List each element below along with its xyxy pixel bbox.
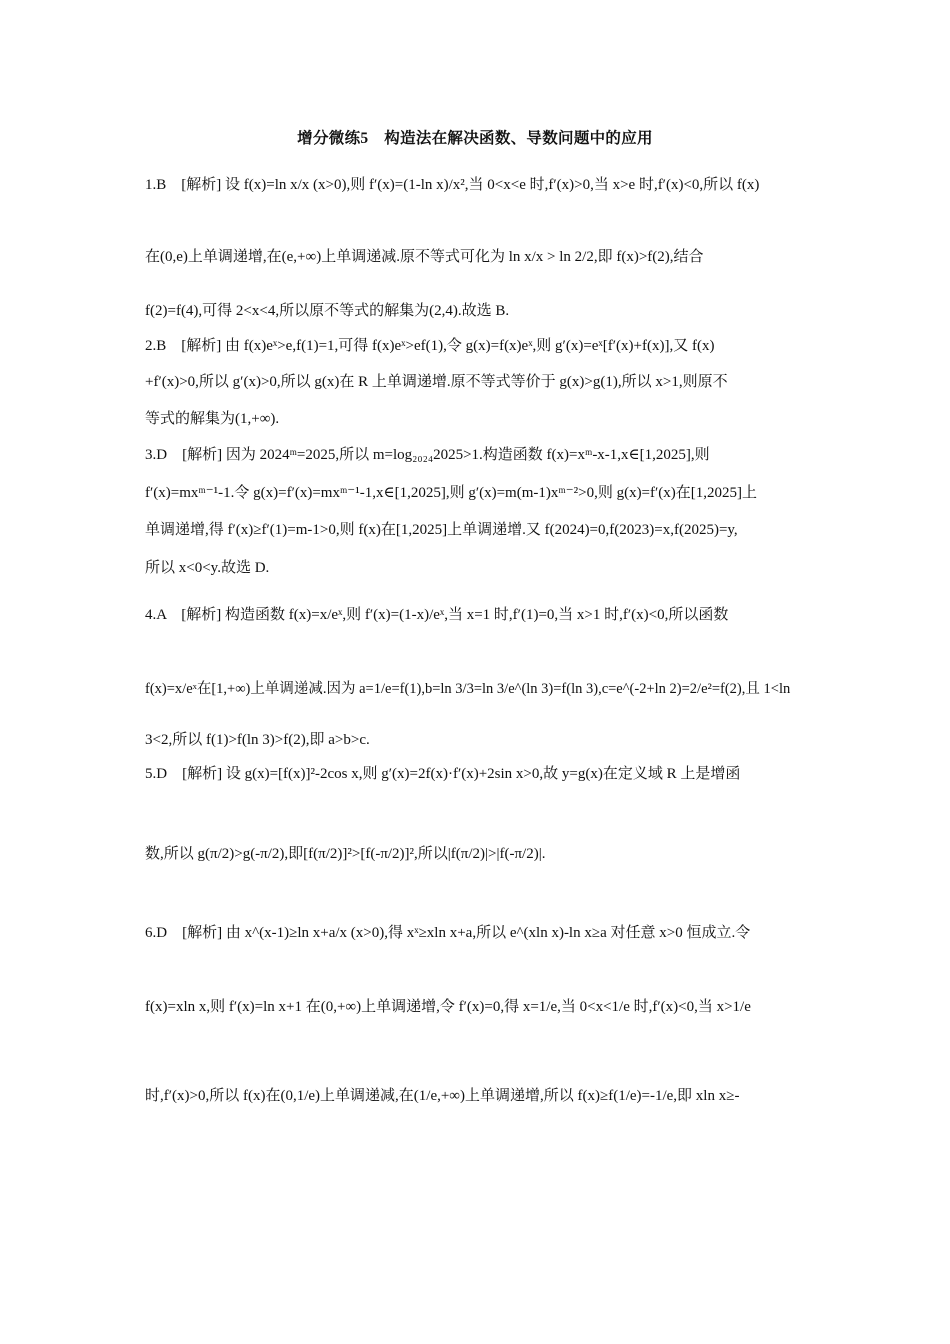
solution-6-line-3: 时,f′(x)>0,所以 f(x)在(0,1/e)上单调递减,在(1/e,+∞)上单调递增,所以 f(x)≥f(1/e)=-1/e,即 xln x≥- [145, 1088, 740, 1104]
solution-2-line-3: 等式的解集为(1,+∞). [145, 411, 280, 427]
page-title: 增分微练5 构造法在解决函数、导数问题中的应用 [297, 130, 653, 147]
solution-2-line-1: 2.B [解析] 由 f(x)eˣ>e,f(1)=1,可得 f(x)eˣ>ef(1),令 g(x)=f(x)eˣ,则 g′(x)=eˣ[f′(x)+f(x)],又 f(x) [145, 338, 715, 354]
solution-1-line-1: 1.B [解析] 设 f(x)=ln x/x (x>0),则 f′(x)=(1-ln x)/x²,当 0<x<e 时,f′(x)>0,当 x>e 时,f′(x)<0,所以 f(x) [145, 177, 760, 193]
solution-1-line-2: 在(0,e)上单调递增,在(e,+∞)上单调递减.原不等式可化为 ln x/x > ln 2/2,即 f(x)>f(2),结合 [145, 249, 704, 265]
solution-4-line-1: 4.A [解析] 构造函数 f(x)=x/eˣ,则 f′(x)=(1-x)/eˣ,当 x=1 时,f′(1)=0,当 x>1 时,f′(x)<0,所以函数 [145, 607, 729, 623]
solution-6-line-1: 6.D [解析] 由 x^(x-1)≥ln x+a/x (x>0),得 xˣ≥xln x+a,所以 e^(xln x)-ln x≥a 对任意 x>0 恒成立.令 [145, 925, 751, 941]
solution-3-line-3: 单调递增,得 f′(x)≥f′(1)=m-1>0,则 f(x)在[1,2025]上单调递增.又 f(2024)=0,f(2023)=x,f(2025)=y, [145, 522, 738, 538]
solution-3-line-4: 所以 x<0<y.故选 D. [145, 560, 270, 576]
solution-1-line-3: f(2)=f(4),可得 2<x<4,所以原不等式的解集为(2,4).故选 B. [145, 303, 510, 319]
solution-5-line-2: 数,所以 g(π/2)>g(-π/2),即[f(π/2)]²>[f(-π/2)]²,所以|f(π/2)|>|f(-π/2)|. [145, 846, 546, 862]
solution-3-line-2: f′(x)=mxᵐ⁻¹-1.令 g(x)=f′(x)=mxᵐ⁻¹-1,x∈[1,2025],则 g′(x)=m(m-1)xᵐ⁻²>0,则 g(x)=f′(x)在[1,2025]上 [145, 485, 758, 501]
solution-3-line-1: 3.D [解析] 因为 2024ᵐ=2025,所以 m=log₂₀₂₄2025>1.构造函数 f(x)=xᵐ-x-1,x∈[1,2025],则 [145, 447, 710, 463]
solution-5-line-1: 5.D [解析] 设 g(x)=[f(x)]²-2cos x,则 g′(x)=2f(x)·f′(x)+2sin x>0,故 y=g(x)在定义域 R 上是增函 [145, 766, 741, 782]
solution-4-line-2: f(x)=x/eˣ在[1,+∞)上单调递减.因为 a=1/e=f(1),b=ln 3/3=ln 3/e^(ln 3)=f(ln 3),c=e^(-2+ln 2)=2/e²=f(2),且 1<ln [145, 681, 791, 697]
solution-6-line-2: f(x)=xln x,则 f′(x)=ln x+1 在(0,+∞)上单调递增,令 f′(x)=0,得 x=1/e,当 0<x<1/e 时,f′(x)<0,当 x>1/e [145, 999, 751, 1015]
solution-4-line-3: 3<2,所以 f(1)>f(ln 3)>f(2),即 a>b>c. [145, 732, 370, 748]
solution-2-line-2: +f′(x)>0,所以 g′(x)>0,所以 g(x)在 R 上单调递增.原不等式等价于 g(x)>g(1),所以 x>1,则原不 [145, 374, 728, 390]
